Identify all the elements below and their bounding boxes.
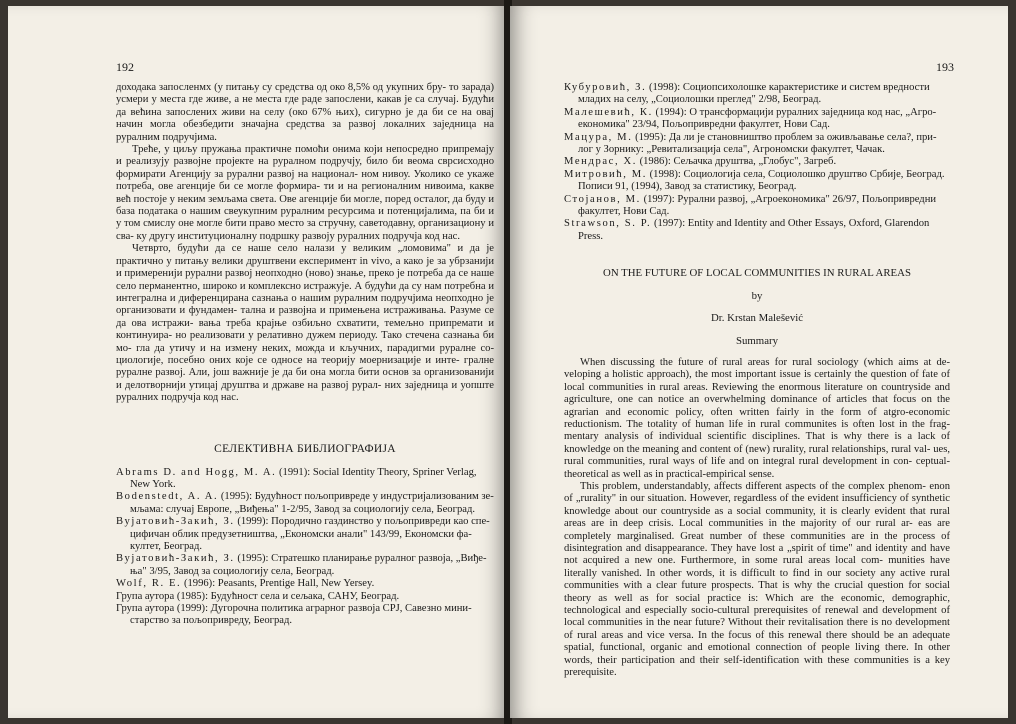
article-title: ON THE FUTURE OF LOCAL COMMUNITIES IN RURAL AREAS	[603, 267, 911, 280]
ref-author: Група аутора	[116, 590, 175, 602]
bibliography-entry	[116, 553, 494, 578]
bibliography-entry	[116, 578, 494, 590]
ref-author: Група аутора	[116, 603, 175, 615]
left-text-column	[116, 82, 494, 628]
summary-paragraph: When discussing the future of rural areas for rural sociology (which aims at de- veloping a holistic approach), the most important issue is certainly the question of fate of local communities in rural areas. Reviewing the enormous literature on countryside and agriculture, one can notice an overwhelming dominance of articles that focus on the agrarian and economic policy, often written fairly in the form of atgro-economic reductionism. The totality of human life in rural communites is often lost in the frag- mentary analysis of individual scientific disciplines. That is why there is a lack of knowledge on the meaning and content of (new) rurality, rural relationships, rural val- ues, rural communities, rural ways of life and on integral rural development in con- ceptual-theoretical as well as in practical-empirical sense.	[564, 356, 950, 480]
bibliography-entry	[564, 82, 950, 107]
bibliography-entry	[116, 603, 494, 628]
ref-details: (1995): Да ли је становништво проблем за оживљавање села?, при- лог у Зорнику: „Ревитализација села", Агрономски факултет, Чачак.	[578, 131, 937, 156]
bibliography-entry	[564, 169, 950, 194]
ref-author: Abrams D. and Hogg, M. A.	[116, 466, 277, 478]
paragraph: Четврто, будући да се наше село налази у великим „ломовима" и да је практично у питању велики друштвени експеримент in vivo, а како је за убрзанији и примеренији рурални развој неопходно (ново) знање, преко је потреба да се наше село перманентно, широко и комплексно истражује. А будући да су нам потребна и интегрална и диференцирана сазнања о нашим руралним подручјима неопходно је организовати и фундамен- тална и развојна и примењена истраживања. Разуме се да ова истражи- вања треба крајње озбиљно схватити, темељно припремати и континуира- но реализовати у релативно дужем периоду. Тако стечена сазнања би мо- гла да утичу и на измену неких, можда и кључних, парадигми руралне со- циологије, посебно оних које се односе на теорију моернизације и инте- гралне руралне развој. Али, још важније је да би она могла бити основ за организованији и делотворнији утицај друштва и државе на развој рурал- них заједница и уопште руралних подручја код нас.	[116, 243, 494, 404]
paragraph: доходака запосленмх (у питању су средства од око 8,5% од укупних бру- то зарада) усмери у места где живе, а не места где раде запослени, какав је са случај. Будући да већина запослених живи на селу (око 67% њих), сигурно је да би се на овај начин могла обезбедити значајна средства за развој локалних заједница на руралним подручјима.	[116, 82, 494, 143]
bibliography-entry	[564, 132, 950, 157]
ref-details: (1991): Social Identity Theory, Spriner Verlag, New York.	[130, 466, 477, 490]
ref-details: (1997): Entity and Identity and Other Essays, Oxford, Glarendon Press.	[578, 218, 930, 242]
ref-details: (1986): Сељачка друштва, „Глобус", Загреб.	[639, 156, 837, 168]
paragraph: Треће, у циљу пружања практичне помоћи онима који непосредно припремају и реализују развојне пројекте на руралном подручју, било би веома сврсисходно формирати Агенцију за рурални развој на национал- ном нивоу. Уколико се укаже потреба, ове агенције би се могле формира- ти и на регионалним нивоима, какве већ постоје у неким земљама света. Ове агенције би могле, поред осталог, да буду и база података о нашим свеукупним руралним ресурсима и потенцијалима, па би и у том смислу оне могле бити право место за стручну, саветодавну, организациону и сва- ку другу институционалну подршку развоју руралних подручја код нас.	[116, 144, 494, 242]
page-number: 192	[116, 60, 134, 74]
ref-author: Малешевић, К.	[564, 106, 653, 118]
ref-author: Митровић, М.	[564, 168, 647, 180]
ref-details: (1985): Будућност села и сељака, САНУ, Београд.	[176, 590, 400, 602]
ref-author: Wolf, R. E.	[116, 578, 182, 590]
ref-author: Strawson, S. P.	[564, 218, 652, 230]
right-text-column	[564, 82, 950, 679]
ref-author: Кубуровић, З.	[564, 82, 647, 93]
ref-author: Мацура, М.	[564, 131, 633, 143]
author-name: Dr. Krstan Malešević	[710, 312, 804, 325]
ref-details: (1995): Стратешко планирање руралног развоја, „Виђе- ња" 3/95, Завод за социологију села, Београд.	[130, 553, 487, 577]
byline: by	[751, 289, 763, 302]
bibliography-entry	[564, 156, 950, 168]
page-number: 193	[936, 60, 954, 74]
section-heading: СЕЛЕКТИВНА БИБЛИОГРАФИЈА	[214, 442, 396, 455]
bibliography-entry	[564, 107, 950, 132]
summary-paragraph: This problem, understandably, affects different aspects of the complex phenom- enon of „rurality" in our situation. However, regardless of the evident insufficiency of synthetic knowledge about our countryside as a social community, it is clearly evident that rural areas are in deep crisis. Local communities in the majority of our rural ar- eas are completely marginalised. Great number of these communities are in the process of disintegration and disappearance. They have lost a „spirit of time" and identity and have not acquired a new one. Furthermore, in some rural areas local com- munities have literally vanished. In other words, it is difficult to find in our society any active rural communities with a clear future prospects. That is why the crucial question for social theory as well as for social practice is: Which are the economic, demographic, technological and especially socio-cultural prerequisites of renewal and development of local communities in the near future? Without their revitalisation there is no development of rural areas and vice versa. In the focus of this renewal there should be an adequate spatial, functional, organic and emotional connection of people living there. In other words, their participation and their self-identification with these communities is a key prerequisite.	[564, 480, 950, 679]
bibliography-entry	[116, 491, 494, 516]
right-page	[510, 6, 1008, 718]
ref-details: (1995): Будућност пољопривреде у индустријализованим зе- мљама: случај Европе, „Виђења" 1-2/95, Завод за социологију села, Београд.	[130, 491, 494, 515]
bibliography-entry	[564, 218, 950, 243]
bibliography-entry	[116, 467, 494, 492]
bibliography-entry	[116, 591, 494, 603]
ref-details: (1998): Социопсихолошке карактеристике и систем вредности младих на селу, „Социолошки преглед" 2/98, Београд.	[578, 82, 930, 106]
ref-author: Мендрас, Х.	[564, 156, 637, 168]
bibliography-entry	[116, 516, 494, 553]
ref-details: (1996): Peasants, Prentige Hall, New Yersey.	[183, 578, 375, 590]
left-page	[8, 6, 506, 718]
ref-author: Стојанов, М.	[564, 193, 641, 205]
ref-details: (1998): Социологија села, Социолошко друштво Србије, Београд. Пописи 91, (1994), Завод за статистику, Београд.	[578, 168, 945, 193]
ref-author: Вујатовић-Закић, З.	[116, 516, 235, 528]
ref-author: Bodenstedt, A. A.	[116, 491, 219, 503]
ref-details: (1997): Рурални развој, „Агроекономика" 26/97, Пољопривредни факултет, Нови Сад.	[578, 193, 937, 218]
ref-details: (1994): О трансформацији руралних заједница код нас, „Агро- економика" 23/94, Пољопривредни факултет, Нови Сад.	[578, 106, 937, 131]
ref-details: (1999): Породично газдинство у пољопривреди као спе- цифичан облик предузетништва, „Економски анали" 143/99, Економски фа- култет, Београд.	[130, 516, 490, 552]
summary-label: Summary	[736, 334, 778, 347]
ref-details: (1999): Дугорочна политика аграрног развоја СРЈ, Савезно мини- старство за пољопривреду, Београд.	[130, 603, 472, 627]
bibliography-entry	[564, 194, 950, 219]
ref-author: Вујатовић-Закић, З.	[116, 553, 235, 565]
